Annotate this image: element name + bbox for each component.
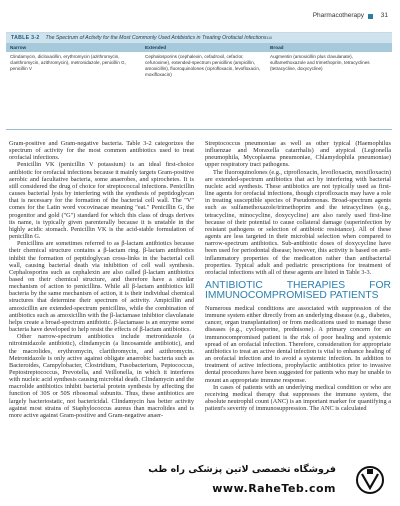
- running-header: [0, 0, 400, 26]
- table-title: The Spectrum of Activity for the Most Commonly Used Antibiotics in Treating Orofacial Infections: [45, 35, 267, 41]
- page-number: 31: [380, 12, 388, 19]
- table-header-broad: Broad: [270, 45, 284, 50]
- table-header-narrow: Narrow: [10, 45, 27, 50]
- table-header-row: [6, 43, 392, 52]
- table-caption: [6, 33, 392, 43]
- paragraph: Streptococcus pneumoniae as well as other typical (Haemophilus influenzae and Moraxella catarrhalis) and atypical (Legionella pneumophila, Mycoplasma pneumoniae, Chlamydophila pneumoniae) upper respiratory tract pathogens.: [205, 140, 391, 169]
- table-header-extended: Extended: [145, 45, 167, 50]
- watermark-url: www.RaheTeb.com: [212, 482, 336, 495]
- table-row: [6, 52, 392, 78]
- section-heading: ANTIBIOTIC THERAPIES FOR IMMUNOCOMPROMISED PATIENTS: [205, 279, 391, 302]
- paragraph: Penicillin VK (penicillin V potassium) is an ideal first-choice antibiotic for orofacial infections because it mainly targets Gram-positive aerobic and facultative bacteria, some anaerobes, and spirochetes. It is still considered the drug of choice for streptococcal infections. Penicillin causes bacterial lysis by interfering with the synthesis of peptidoglycan that is necessary for the formation of the bacterial cell wall. The "V" comes for the Latin word vocovinacae meaning "eat." Penicillin G, the progenitor and gold ("G") standard for which this class of drugs derives its name, is typically given parenterally because it is unstable in the highly acidic stomach. Penicillin VK is the acid-stable formulation of penicillin G.: [9, 161, 194, 241]
- table-cell-extended: Cephalosporins (cephalexin, cefadroxil, cefaclor, cefuroxime), extended-spectrum penicillins (ampicillin, amoxicillin), fluoroquinolones (ciprofloxacin, levofloxacin, moxifloxacin): [145, 54, 261, 77]
- right-column: [205, 140, 391, 412]
- left-column: [9, 140, 194, 419]
- table-cell-broad: Augmentin (amoxicillin plus clavulanate), sulfamethoxazole and trimethoprim, tetracyclines (tetracycline, doxycycline): [270, 54, 370, 71]
- table-cell-narrow: Clindamycin, dicloxacillin, erythromycin (azithromycin, clarithromycin, azithromycin), metronidazole, penicillin G, penicillin V: [10, 54, 126, 71]
- watermark-text: فروشگاه تخصصی لاتین پزشکی راه طب: [148, 464, 336, 475]
- paragraph: Other narrow-spectrum antibiotics include metronidazole (a nitroimidazole antibiotic), clindamycin (a lincosamide antibiotic), and the macrolides, erythromycin, clarithromycin, and azithromycin. Metronidazole is only active against obligate anaerobic bacteria such as Bacteroides, Campylobacter, Clostridium, Fusobacterium, Peptococcus, Peptostreptococcus, Prevotella, and Veillonella, in which it interferes with nucleic acid synthesis causing microbial death. Clindamycin and the macrolide antibiotics inhibit bacterial protein synthesis by affecting the function of 30S or 50S ribosomal subunits. Thus, these antibiotics are largely bacteriostatic, not bactericidal. Clindamycin has better activity against most strains of Staphylococcus aureus than macrolides and is more active against Gram-positive and Gram-negative anaer-: [9, 333, 195, 419]
- table-label: TABLE 3-2: [11, 35, 40, 41]
- watermark-logo-icon: [350, 464, 390, 498]
- table-title-ref: 110: [266, 36, 273, 40]
- paragraph: Gram-positive and Gram-negative bacteria. Table 3-2 categorizes the spectrum of activity for the most common antibiotics used to treat orofacial infections.: [9, 140, 194, 162]
- paragraph: Penicillins are sometimes referred to as β-lactam antibiotics because their chemical structure contains a β-lactam ring. β-lactam antibiotics inhibit the formation of peptidoglycan cross-links in the bacterial cell wall, causing bacterial death via inhibition of cell wall synthesis. Cephalosporins such as cephalexin are also called β-lactam antibiotics based on their chemical structure, and therefore have a similar mechanism of action to penicillins. While all β-lactam antibiotics kill bacteria by the same mechanism of action, it is their individual chemical structures that determine their spectrum of activity. Ampicillin and amoxicillin are extended-spectrum penicillins, while the combination of antibiotics such as amoxicillin with the β-lactamase inhibitor clavulanate helps create a broad-spectrum antibiotic. β-lactamase is an enzyme some bacteria have developed to help resist the effects of β-lactam antibiotics.: [9, 240, 194, 334]
- running-header-title: Pharmacotherapy: [312, 12, 364, 19]
- paragraph: In cases of patients with an underlying medical condition or who are receiving medical therapy that suppresses the immune system, the absolute neutrophil count (ANC) is an important marker for quantifying a patient's severity of immunosuppression. The ANC is calculated: [205, 383, 391, 413]
- spectrum-table: [6, 32, 392, 130]
- paragraph: Numerous medical conditions are associated with suppression of the immune system either directly from an underlying disease (e.g., diabetes, cancer, organ transplantation) or from medications used to manage these diseases (e.g., cyclosporine, prednisone). A primary concern for an immunocompromised patient is the risk of poor healing and systemic spread of an orofacial infection. Therefore, consideration for appropriate antibiotics to treat an active dental infection is vital to enhance healing of an orofacial infection and to avoid a systemic infection. In addition to treatment of active infections, prophylactic antibiotics prior to invasive dental procedures have been suggested for patients who may be unable to mount an appropriate immune response.: [205, 304, 391, 384]
- paragraph: The fluoroquinolones (e.g., ciprofloxacin, levofloxacin, moxifloxacin) are extended-spectrum antibiotics that act by interfering with bacterial nucleic acid synthesis. These antibiotics are not typically used as first-line agents for orofacial infections, though ciprofloxacin may have a role in treating susceptible species of Pseudomonas. Broad-spectrum agents such as sulfamethoxazole/trimethoprim and the tetracyclines (e.g., tetracycline, minocycline, doxycycline) are also rarely used first-line because of their potential to cause collateral damage (superinfection by resistant pathogens or selection of antibiotic resistance). All of these agents are less targeted in their microbial selection when compared to narrow-spectrum antibiotics. Sub-antibiotic doses of doxycycline have been used for periodontal disease; however, this activity is based on anti-inflammatory properties of the medication rather than antibacterial properties. Typical adult and pediatric prescriptions for treatment of orofacial infections with all of these agents are listed in Table 3-3.: [205, 168, 391, 276]
- watermark-banner: [148, 462, 396, 502]
- header-square-icon: [368, 14, 373, 19]
